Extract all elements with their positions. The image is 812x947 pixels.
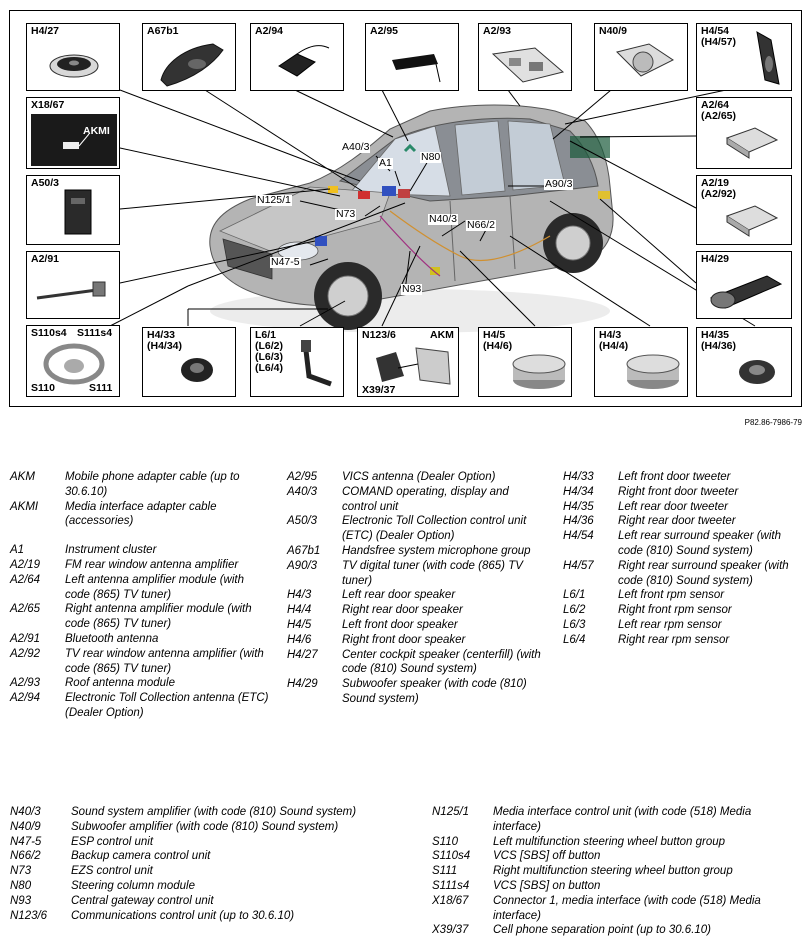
legend-row: [432, 879, 802, 894]
callout-n73: N73: [336, 208, 356, 220]
legend-desc: Right front door tweeter: [618, 485, 739, 498]
legend-row: [563, 485, 803, 500]
legend-row: [287, 618, 545, 633]
component-box-a2-91: [26, 251, 120, 319]
legend-code: A2/93: [10, 677, 41, 690]
surround-speaker-icon: [697, 24, 792, 91]
legend-row: [10, 529, 270, 543]
legend-code: A2/91: [10, 632, 41, 645]
legend-desc: Communications control unit (up to 30.6.10): [71, 909, 295, 922]
legend-row: [10, 602, 270, 632]
legend-row: [10, 805, 420, 820]
legend-code: N123/6: [10, 909, 48, 922]
legend-row: [287, 677, 545, 707]
legend-row: [563, 618, 803, 633]
legend-code: H4/4: [287, 604, 312, 617]
legend-desc: EZS control unit: [71, 865, 153, 878]
legend-desc: Roof antenna module: [65, 677, 175, 690]
legend-code: A1: [10, 544, 25, 557]
component-label: H4/3 (H4/4): [599, 329, 629, 352]
legend-desc: VICS antenna (Dealer Option): [342, 471, 496, 483]
legend-code: A2/92: [10, 647, 41, 660]
legend-column-5: [432, 805, 802, 938]
legend-code: AKM: [10, 471, 35, 483]
legend-desc: Left rear surround speaker (with code (810) Sound system): [618, 530, 781, 557]
component-box-a2-95: [365, 23, 459, 91]
legend-row: [10, 500, 270, 530]
component-label: A2/19 (A2/92): [701, 177, 737, 200]
legend-desc: Cell phone separation point (up to 30.6.10): [493, 924, 712, 937]
component-box-h4-27: [26, 23, 120, 91]
legend-desc: Bluetooth antenna: [65, 632, 159, 645]
component-box-n123-6: [357, 327, 459, 397]
legend-desc: Backup camera control unit: [71, 850, 211, 863]
legend-code: N47-5: [10, 835, 42, 848]
callout-a40-3: A40/3: [342, 141, 370, 153]
legend-code: N93: [10, 894, 32, 907]
legend-desc: Right front door speaker: [342, 633, 466, 646]
legend-code: H4/6: [287, 633, 312, 646]
legend-code: L6/4: [563, 633, 586, 646]
callout-n40-3: N40/3: [429, 213, 458, 225]
legend-row: [432, 894, 802, 924]
component-label: A2/94: [255, 25, 284, 37]
toll-control-unit-icon: [27, 176, 120, 245]
component-box-a2-64: [696, 97, 792, 169]
legend-row: [287, 514, 545, 544]
legend-desc: Central gateway control unit: [71, 894, 214, 907]
legend-desc: COMAND operating, display and control unit: [342, 485, 509, 513]
legend-row: [287, 588, 545, 603]
component-label: H4/27: [31, 25, 60, 37]
legend-code: N66/2: [10, 850, 41, 863]
legend-code: AKMI: [10, 500, 39, 513]
legend-desc: Left rear door speaker: [342, 589, 456, 602]
legend-row: [10, 820, 420, 835]
component-label: X18/67: [31, 99, 65, 111]
component-label: A2/64 (A2/65): [701, 99, 737, 122]
legend-row: [10, 647, 270, 677]
component-box-a2-93: [478, 23, 572, 91]
legend-code: A2/95: [287, 471, 318, 483]
legend-code: H4/5: [287, 618, 312, 631]
legend-desc: Instrument cluster: [65, 544, 157, 557]
component-label: N123/6: [362, 329, 396, 341]
bluetooth-antenna-icon: [27, 252, 120, 319]
legend-desc: Left front door tweeter: [618, 471, 731, 483]
legend-code: H4/35: [563, 500, 594, 513]
component-label: H4/29: [701, 253, 730, 265]
legend-code: L6/1: [563, 589, 586, 602]
roof-antenna-icon: [479, 24, 572, 91]
callout-a90-3: A90/3: [545, 178, 573, 190]
legend-row: [10, 879, 420, 894]
legend-row: [287, 603, 545, 618]
legend-column-1: [10, 470, 270, 721]
legend-row: [10, 691, 270, 721]
component-box-s110-s111: [26, 325, 120, 397]
legend-desc: Left rear door tweeter: [618, 500, 728, 513]
legend-column-2: [287, 470, 545, 707]
legend-desc: Connector 1, media interface (with code (518) Media interface): [493, 894, 761, 922]
legend-code: H4/34: [563, 485, 594, 498]
toll-antenna-icon: [251, 24, 344, 91]
microphone-icon: [143, 24, 236, 91]
legend-desc: Right rear door speaker: [342, 604, 463, 617]
legend-code: S110s4: [432, 850, 471, 863]
legend-desc: Right front rpm sensor: [618, 604, 732, 617]
component-label: S110: [31, 382, 55, 394]
legend-code: A50/3: [287, 515, 318, 528]
component-box-h4-3: [594, 327, 688, 397]
legend-code: H4/33: [563, 471, 594, 483]
legend-desc: Steering column module: [71, 879, 196, 892]
legend-code: H4/36: [563, 515, 594, 528]
legend-desc: Mobile phone adapter cable (up to 30.6.10): [65, 471, 240, 498]
legend-desc: Right rear door tweeter: [618, 515, 736, 528]
legend-desc: Right rear rpm sensor: [618, 633, 730, 646]
legend-row: [432, 864, 802, 879]
subwoofer-amplifier-icon: [595, 24, 688, 91]
legend-code: N80: [10, 879, 32, 892]
legend-row: [10, 632, 270, 647]
component-label: A2/93: [483, 25, 512, 37]
component-label: H4/5 (H4/6): [483, 329, 513, 352]
legend-code: N73: [10, 865, 32, 878]
tweeter-icon: [143, 328, 236, 397]
legend-code: [10, 529, 65, 543]
legend-desc: Left antenna amplifier module (with code (865) TV tuner): [65, 573, 244, 601]
legend-row: [563, 588, 803, 603]
legend-row: [10, 470, 270, 500]
antenna-amplifier-icon: [697, 98, 792, 169]
door-speaker-icon: [595, 328, 688, 397]
component-box-x18-67: [26, 97, 120, 169]
legend-row: [10, 909, 420, 924]
callout-a1: A1: [379, 157, 392, 169]
legend-desc: VCS [SBS] on button: [493, 879, 601, 892]
legend-code: H4/29: [287, 678, 318, 691]
legend-code: A2/94: [10, 692, 41, 705]
legend-desc: Sound system amplifier (with code (810) Sound system): [71, 806, 357, 818]
callout-n47-5: N47-5: [271, 256, 300, 268]
legend-code: A2/65: [10, 603, 41, 616]
figure-id: P82.86-7986-79: [744, 418, 802, 427]
legend-code: S111s4: [432, 879, 470, 892]
legend-row: [10, 849, 420, 864]
legend-desc: ESP control unit: [71, 835, 154, 848]
legend-code: N125/1: [432, 806, 470, 818]
door-speaker-icon: [479, 328, 572, 397]
legend-row: [287, 633, 545, 648]
legend-row: [10, 835, 420, 850]
legend-code: A90/3: [287, 559, 318, 572]
component-label: A50/3: [31, 177, 60, 189]
legend-desc: Left front door speaker: [342, 618, 458, 631]
legend-desc: Subwoofer amplifier (with code (810) Sound system): [71, 820, 339, 833]
component-box-a2-94: [250, 23, 344, 91]
callout-n66-2: N66/2: [467, 219, 496, 231]
legend-row: [10, 864, 420, 879]
legend-row: [563, 514, 803, 529]
legend-row: [287, 559, 545, 589]
component-box-h4-29: [696, 251, 792, 319]
legend-code: A2/19: [10, 558, 41, 571]
component-box-a50-3: [26, 175, 120, 245]
legend-row: [432, 805, 802, 835]
component-label: A2/95: [370, 25, 399, 37]
legend-row: [432, 835, 802, 850]
component-box-a67b1: [142, 23, 236, 91]
legend-column-3: [563, 470, 803, 648]
callout-n93: N93: [402, 283, 422, 295]
component-box-n40-9: [594, 23, 688, 91]
component-box-h4-54: [696, 23, 792, 91]
rear-tweeter-icon: [697, 328, 792, 397]
legend-row: [563, 559, 803, 589]
component-label: A2/91: [31, 253, 60, 265]
component-label: H4/35 (H4/36): [701, 329, 737, 352]
legend-desc: TV digital tuner (with code (865) TV tuner): [342, 559, 523, 587]
legend-row: [563, 633, 803, 648]
legend-row: [563, 470, 803, 485]
component-label: N40/9: [599, 25, 628, 37]
component-label: X39/37: [362, 384, 396, 396]
legend-row: [287, 648, 545, 678]
component-label: S111: [89, 382, 113, 394]
legend-row: [563, 603, 803, 618]
legend-desc: Right antenna amplifier module (with code (865) TV tuner): [65, 603, 252, 631]
legend-desc: Right multifunction steering wheel button group: [493, 865, 733, 878]
component-label: AKM: [430, 329, 454, 341]
legend-desc: FM rear window antenna amplifier: [65, 558, 239, 571]
legend-code: H4/54: [563, 530, 594, 543]
legend-row: [287, 544, 545, 559]
component-label: L6/1 (L6/2) (L6/3) (L6/4): [255, 329, 284, 374]
component-label: S111s4: [77, 327, 113, 339]
legend-desc: Left front rpm sensor: [618, 589, 725, 602]
legend-desc: Subwoofer speaker (with code (810) Sound system): [342, 678, 527, 705]
legend-code: H4/57: [563, 559, 594, 572]
legend-code: A67b1: [287, 544, 321, 557]
speaker-icon: [27, 24, 120, 91]
legend-row: [287, 485, 545, 515]
legend-desc: Left multifunction steering wheel button group: [493, 835, 726, 848]
callout-n125-1: N125/1: [257, 194, 291, 206]
vics-antenna-icon: [366, 24, 459, 91]
legend-desc: Handsfree system microphone group: [342, 544, 531, 557]
legend-row: [563, 500, 803, 515]
legend-desc: Media interface control unit (with code (518) Media interface): [493, 806, 752, 833]
legend-desc: Electronic Toll Collection control unit (ETC) (Dealer Option): [342, 515, 527, 543]
legend-desc: TV rear window antenna amplifier (with code (865) TV tuner): [65, 647, 264, 675]
legend-row: [10, 676, 270, 691]
legend-desc: Center cockpit speaker (centerfill) (with code (810) Sound system): [342, 648, 541, 676]
legend-code: H4/3: [287, 589, 312, 602]
component-box-h4-33: [142, 327, 236, 397]
rpm-sensor-icon: [251, 328, 344, 397]
component-label: H4/54 (H4/57): [701, 25, 737, 48]
legend-desc: Left rear rpm sensor: [618, 618, 722, 631]
legend-code: X39/37: [432, 924, 469, 937]
legend-row: [432, 923, 802, 938]
legend-column-4: [10, 805, 420, 923]
legend-row: [432, 849, 802, 864]
legend-row: [10, 558, 270, 573]
legend-desc: Media interface adapter cable (accessories): [65, 500, 217, 528]
legend-code: N40/3: [10, 806, 41, 818]
callout-n80: N80: [421, 151, 441, 163]
component-label: A67b1: [147, 25, 179, 37]
legend-row: [287, 470, 545, 485]
legend-code: S110: [432, 835, 459, 848]
legend-code: S111: [432, 865, 458, 878]
legend-code: A40/3: [287, 485, 318, 498]
legend-desc: Right rear surround speaker (with code (810) Sound system): [618, 559, 789, 587]
legend-code: A2/64: [10, 573, 41, 586]
window-antenna-amplifier-icon: [697, 176, 792, 245]
component-box-l6-1: [250, 327, 344, 397]
legend-code: H4/27: [287, 648, 318, 661]
legend-code: N40/9: [10, 820, 41, 833]
legend-row: [563, 529, 803, 559]
component-label: H4/33 (H4/34): [147, 329, 183, 352]
component-label: S110s4: [31, 327, 67, 339]
component-box-h4-35: [696, 327, 792, 397]
legend-row: [10, 543, 270, 558]
legend-desc: Electronic Toll Collection antenna (ETC) (Dealer Option): [65, 692, 269, 719]
component-location-diagram: [9, 10, 802, 407]
legend-row: [10, 573, 270, 603]
legend-desc: VCS [SBS] off button: [493, 850, 601, 863]
component-label: AKMI: [83, 125, 110, 137]
legend-row: [10, 894, 420, 909]
legend-code: L6/2: [563, 604, 586, 617]
legend-code: X18/67: [432, 894, 469, 907]
legend-code: L6/3: [563, 618, 586, 631]
component-box-a2-19: [696, 175, 792, 245]
subwoofer-speaker-icon: [697, 252, 792, 319]
component-box-h4-5: [478, 327, 572, 397]
